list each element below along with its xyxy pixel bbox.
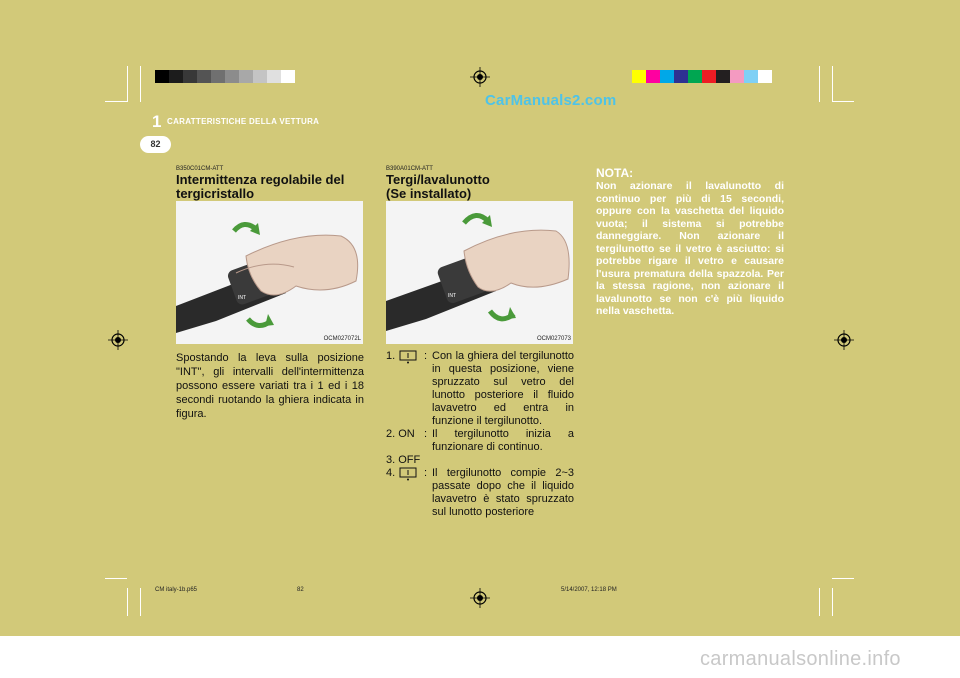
nota-text: Non azionare il lavalunotto di continuo per più di 15 secondi, oppure con la vaschetta del liquido vuota; il sistema si potrebbe danneggiare. Non azionare il tergilunotto se il vetro è asciutto: si potrebbe rigare il vetro e causare l'usura prematura della spazzola. Per la stessa ragione, non azionare il lavalunotto se non c'è più liquido nella vaschetta. [596,180,784,317]
chapter-title: CARATTERISTICHE DELLA VETTURA [167,117,320,126]
registration-mark-icon [470,588,490,608]
crop-mark [140,66,141,102]
crop-mark [819,588,820,616]
crop-mark [105,578,127,579]
color-swatch [239,70,253,83]
item-text: Con la ghiera del tergilunotto in questa posizione, viene spruzzato sul vetro del lunotto posteriore il fluido lavavetro ed entra in funzione il tergilunotto. [432,350,574,427]
heading-line: Tergi/lavalunotto [386,172,490,187]
color-swatch [716,70,730,83]
watermark-bottom[interactable]: carmanualsonline.info [700,648,901,670]
list-item [386,454,574,467]
color-swatch [267,70,281,83]
color-swatch [702,70,716,83]
color-swatch [632,70,646,83]
wiper-stalk-photo [176,201,363,344]
list-item [386,467,574,519]
colon: : [424,467,428,479]
color-swatch [281,70,295,83]
cmyk-color-bar [632,70,772,83]
section-code: B390A01CM-ATT [386,166,433,172]
rear-wiper-photo [386,201,573,344]
page-number-badge: 82 [140,136,171,153]
colon: : [424,350,428,362]
color-swatch [211,70,225,83]
grayscale-color-bar [155,70,295,83]
color-swatch [758,70,772,83]
footer-file: CM italy-1b.p65 [155,587,198,593]
crop-mark [140,588,141,616]
heading-line: tergicristallo [176,186,255,201]
color-swatch [253,70,267,83]
registration-mark-icon [470,67,490,87]
image-code: OCM027072L [323,336,361,342]
crop-mark [832,588,833,616]
color-swatch [155,70,169,83]
wiper-positions-list [386,350,574,519]
section-heading [176,173,344,201]
color-swatch [197,70,211,83]
crop-mark [105,101,127,102]
body-paragraph: Spostando la leva sulla posizione "INT", gli intervalli dell'intermittenza possono essere variati tra i 1 ed i 18 secondi ruotando la ghiera indicata in figura. [176,352,364,420]
crop-mark [819,66,820,102]
chapter-number: 1 [152,112,162,131]
item-text: Il tergilunotto compie 2~3 passate dopo che il liquido lavavetro è stato spruzzato sul lunotto posteriore [432,467,574,518]
item-number [386,350,424,428]
item-label: 4. [386,467,396,479]
color-swatch [744,70,758,83]
color-swatch [674,70,688,83]
item-label: 3. OFF [386,454,421,466]
section-heading [386,173,490,201]
color-swatch [730,70,744,83]
list-item [386,350,574,428]
footer-page: 82 [297,587,304,593]
heading-line: (Se installato) [386,186,472,201]
watermark-top[interactable]: CarManuals2.com [485,92,617,109]
color-swatch [183,70,197,83]
crop-mark [832,101,854,102]
crop-mark [127,66,128,102]
crop-mark [832,66,833,102]
rear-wiper-illustration [386,201,573,344]
heading-line: Intermittenza regolabile del [176,172,345,187]
washer-icon [399,467,417,481]
registration-mark-icon [108,330,128,350]
color-swatch [660,70,674,83]
crop-mark [127,588,128,616]
colon: : [424,428,428,440]
footer-datetime: 5/14/2007, 12:18 PM [561,587,617,593]
nota-title: NOTA: [596,166,634,180]
registration-mark-icon [834,330,854,350]
color-swatch [688,70,702,83]
item-label: 2. ON [386,428,415,440]
list-item [386,428,574,454]
color-swatch [646,70,660,83]
color-swatch [169,70,183,83]
svg-text:INT: INT [448,293,457,299]
item-number [386,467,424,519]
item-text: Il tergilunotto inizia a funzionare di continuo. [432,428,574,453]
color-swatch [225,70,239,83]
wiper-stalk-illustration [176,201,363,344]
crop-mark [832,578,854,579]
section-code: B350C01CM-ATT [176,166,224,172]
image-code: OCM027073 [536,336,571,342]
washer-icon [399,350,417,364]
item-label: 1. [386,350,396,362]
svg-text:INT: INT [238,295,247,301]
